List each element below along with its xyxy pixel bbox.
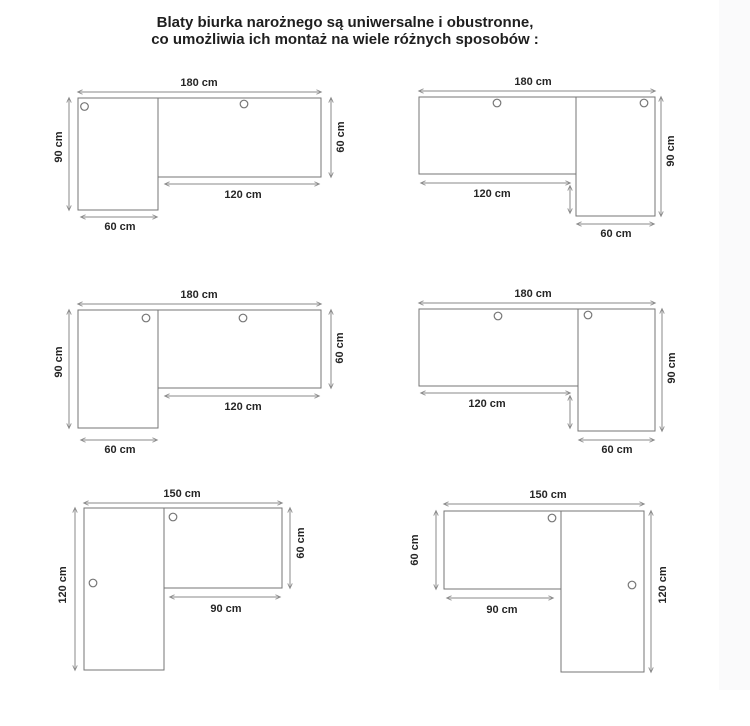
dimension-label: 150 cm (163, 488, 201, 500)
desk-variant-6 (409, 489, 669, 672)
dimension-label: 90 cm (210, 603, 242, 615)
desk-panel (164, 508, 282, 588)
page-title-line1: Blaty biurka narożnego są uniwersalne i obustronne, (156, 14, 534, 31)
dimension-label: 90 cm (53, 131, 65, 163)
dimension-label: 90 cm (666, 352, 678, 384)
dimension-label: 90 cm (665, 135, 677, 167)
desk-panel (561, 511, 644, 672)
dimension-label: 120 cm (473, 188, 511, 200)
desk-panel (419, 97, 576, 174)
dimension-label: 60 cm (295, 527, 307, 559)
dimension-label: 120 cm (468, 398, 506, 410)
dimension-label: 180 cm (514, 76, 552, 88)
dimension-label: 180 cm (514, 288, 552, 300)
desk-panel (84, 508, 164, 670)
desk-panel (158, 98, 321, 177)
desk-variant-4 (419, 288, 678, 456)
dimension-label: 60 cm (335, 121, 347, 153)
dimension-label: 60 cm (601, 444, 633, 456)
dimension-label: 120 cm (224, 189, 262, 201)
dimension-label: 60 cm (104, 221, 136, 233)
desk-variant-2 (419, 76, 677, 240)
diagrams-group (53, 76, 678, 672)
desk-variant-1 (53, 77, 347, 233)
desk-variant-3 (53, 289, 346, 456)
dimension-label: 120 cm (224, 401, 262, 413)
desk-panel (419, 309, 578, 386)
dimension-label: 180 cm (180, 289, 218, 301)
dimension-label: 60 cm (334, 332, 346, 364)
desk-variant-5 (57, 488, 307, 670)
dimension-label: 150 cm (529, 489, 567, 501)
desk-panel (444, 511, 561, 589)
desk-panel (158, 310, 321, 388)
dimension-label: 60 cm (600, 228, 632, 240)
dimension-label: 180 cm (180, 77, 218, 89)
desk-panel (78, 98, 158, 210)
dimension-label: 90 cm (486, 604, 518, 616)
dimension-label: 60 cm (104, 444, 136, 456)
desk-panel (578, 309, 655, 431)
dimension-label: 120 cm (657, 566, 669, 604)
dimension-label: 60 cm (409, 534, 421, 566)
desk-panel (576, 97, 655, 216)
dimension-label: 120 cm (57, 566, 69, 604)
dimension-label: 90 cm (53, 346, 65, 378)
desk-panel (78, 310, 158, 428)
page-title-line2: co umożliwia ich montaż na wiele różnych sposobów : (151, 31, 539, 48)
